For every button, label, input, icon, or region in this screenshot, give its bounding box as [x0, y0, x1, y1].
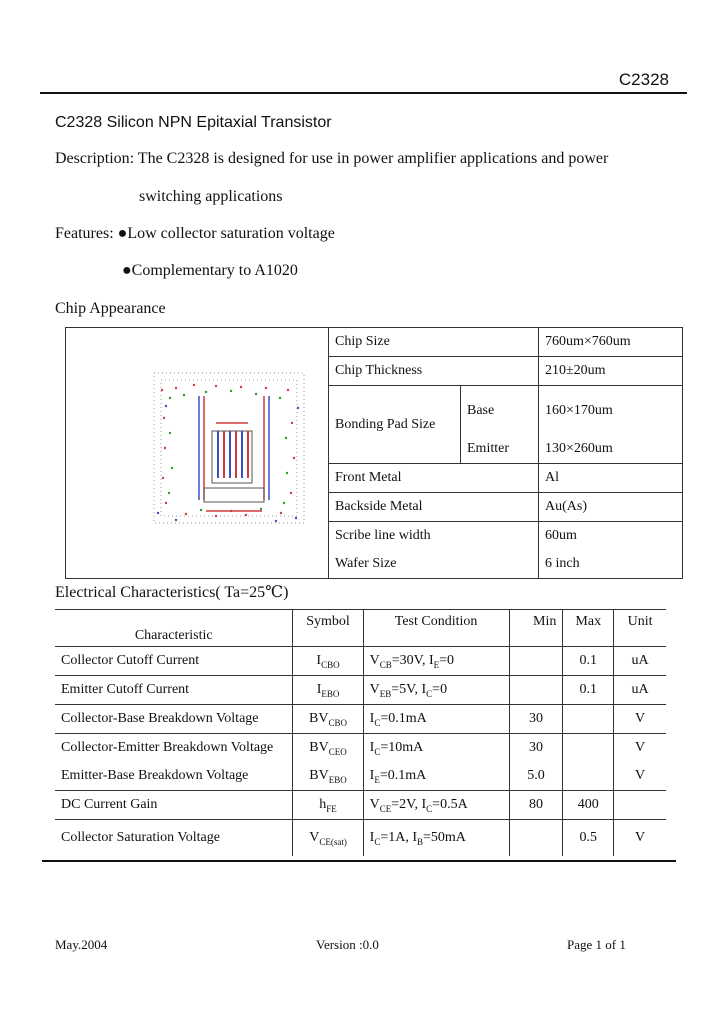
- backside-metal-label: Backside Metal: [329, 493, 539, 522]
- footer-version: Version :0.0: [316, 937, 379, 952]
- description-line-2: switching applications: [139, 188, 283, 205]
- row-unit: V: [614, 820, 666, 857]
- emitter-value: 130×260um: [539, 435, 683, 464]
- table-row: [55, 734, 666, 763]
- front-metal-value: Al: [539, 464, 683, 493]
- row-min: [509, 647, 563, 676]
- header-min: Min: [509, 610, 563, 647]
- chip-layout-image: [66, 328, 328, 573]
- backside-metal-value: Au(As): [539, 493, 683, 522]
- table-row: [55, 762, 666, 791]
- front-metal-label: Front Metal: [329, 464, 539, 493]
- table-row: [55, 705, 666, 734]
- row-min: [509, 820, 563, 857]
- header-test-condition: Test Condition: [363, 610, 509, 647]
- table-row: [55, 791, 666, 820]
- table-row: [55, 647, 666, 676]
- row-max: 0.5: [563, 820, 614, 857]
- electrical-characteristics-heading: Electrical Characteristics( Ta=25℃): [55, 584, 289, 601]
- wafer-size-label: Wafer Size: [329, 550, 539, 579]
- row-symbol: $BV_{EBO}$: [293, 762, 363, 791]
- row-unit: uA: [614, 647, 666, 676]
- header-rule: [40, 92, 687, 94]
- part-code: C2328: [618, 70, 669, 89]
- row-unit: [614, 791, 666, 820]
- base-value: 160×170um: [539, 386, 683, 436]
- row-characteristic: Emitter-Base Breakdown Voltage: [55, 762, 293, 791]
- footer-page-number: Page 1 of 1: [567, 937, 626, 952]
- chip-size-value: 760um×760um: [539, 328, 683, 357]
- row-symbol: $I_{CBO}$: [293, 647, 363, 676]
- row-min: 5.0: [509, 762, 563, 791]
- row-test-condition: $I_C=1A$, $I_B=50mA$: [363, 820, 509, 857]
- features-line-2: ●Complementary to A1020: [122, 262, 298, 279]
- scribe-line-label: Scribe line width: [329, 522, 539, 551]
- chip-thickness-value: 210±20um: [539, 357, 683, 386]
- emitter-label: Emitter: [461, 435, 539, 464]
- row-symbol: $V_{CE(sat)}$: [293, 820, 363, 857]
- row-test-condition: $V_{EB}=5V$, $I_C=0$: [363, 676, 509, 705]
- row-symbol: $BV_{CEO}$: [293, 734, 363, 763]
- row-characteristic: Collector Saturation Voltage: [55, 820, 293, 857]
- chip-thickness-label: Chip Thickness: [329, 357, 539, 386]
- row-symbol: $I_{EBO}$: [293, 676, 363, 705]
- row-characteristic: Collector-Base Breakdown Voltage: [55, 705, 293, 734]
- wafer-size-value: 6 inch: [539, 550, 683, 579]
- footer-date: May.2004: [55, 937, 108, 952]
- row-characteristic: Emitter Cutoff Current: [55, 676, 293, 705]
- row-test-condition: $I_E=0.1mA$: [363, 762, 509, 791]
- chip-appearance-heading: Chip Appearance: [55, 300, 166, 317]
- row-min: 30: [509, 734, 563, 763]
- table-row: [55, 820, 666, 857]
- electrical-characteristics-table: [55, 609, 666, 856]
- chip-size-label: Chip Size: [329, 328, 539, 357]
- row-max: [563, 762, 614, 791]
- row-test-condition: $V_{CB}=30V$, $I_E=0$: [363, 647, 509, 676]
- row-min: 80: [509, 791, 563, 820]
- row-test-condition: $V_{CE}=2V$, $I_C=0.5A$: [363, 791, 509, 820]
- row-max: 0.1: [563, 676, 614, 705]
- document-title: C2328 Silicon NPN Epitaxial Transistor: [55, 114, 332, 131]
- row-unit: V: [614, 734, 666, 763]
- row-unit: V: [614, 762, 666, 791]
- header-characteristic: Characteristic: [55, 610, 293, 647]
- row-symbol: $BV_{CBO}$: [293, 705, 363, 734]
- chip-image-cell: [66, 328, 329, 579]
- row-symbol: $h_{FE}$: [293, 791, 363, 820]
- description-line-1: Description: The C2328 is designed for use in power amplifier applications and power: [55, 150, 609, 167]
- row-max: 400: [563, 791, 614, 820]
- row-characteristic: Collector-Emitter Breakdown Voltage: [55, 734, 293, 763]
- table-bottom-rule: [42, 860, 676, 862]
- header-symbol: Symbol: [293, 610, 363, 647]
- header-unit: Unit: [614, 610, 666, 647]
- row-test-condition: $I_C=10mA$: [363, 734, 509, 763]
- bonding-pad-label: Bonding Pad Size: [329, 386, 461, 464]
- features-line-1: Features: ●Low collector saturation voltage: [55, 225, 335, 242]
- row-unit: uA: [614, 676, 666, 705]
- row-min: [509, 676, 563, 705]
- row-test-condition: $I_C=0.1mA$: [363, 705, 509, 734]
- table-row: [55, 676, 666, 705]
- row-max: [563, 705, 614, 734]
- row-max: 0.1: [563, 647, 614, 676]
- base-label: Base: [461, 386, 539, 436]
- header-max: Max: [563, 610, 614, 647]
- row-unit: V: [614, 705, 666, 734]
- chip-specs-table: [65, 327, 683, 579]
- row-characteristic: Collector Cutoff Current: [55, 647, 293, 676]
- scribe-line-value: 60um: [539, 522, 683, 551]
- row-max: [563, 734, 614, 763]
- row-min: 30: [509, 705, 563, 734]
- row-characteristic: DC Current Gain: [55, 791, 293, 820]
